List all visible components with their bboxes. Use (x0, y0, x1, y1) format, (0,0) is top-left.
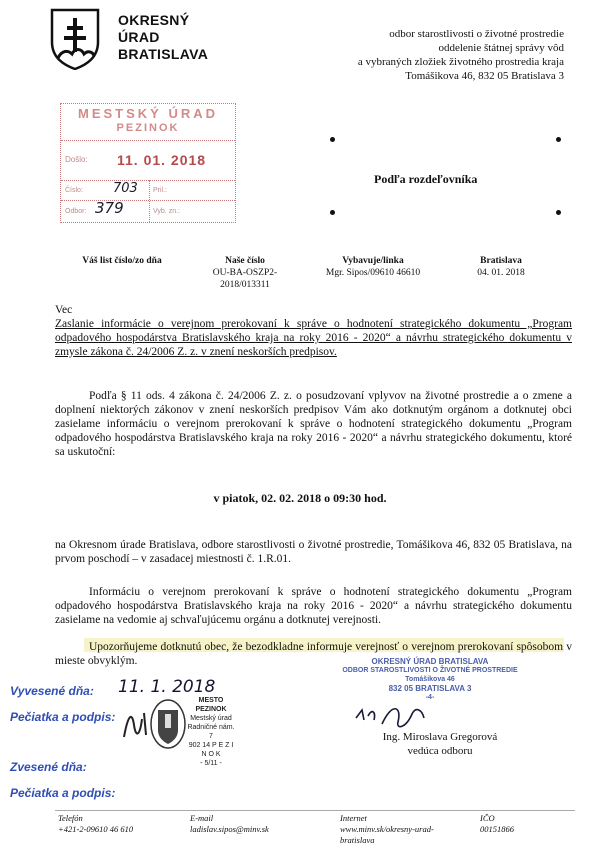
paragraph-1: Podľa § 11 ods. 4 zákona č. 24/2006 Z. z. o posudzovaní vplyvov na životné prostredie a o zmene a doplnení niektorých zákonov v znení neskorších predpisov Vám ako dotknutým orgánom a dotknutej obci zasielame informáciu o verejnom prerokovaní k správe o hodnotení strategického dokumentu „Program odpadového hospodárstva Bratislavského kraja na roky 2016 - 2020“ a návrhu strategického dokumentu, ktoré sa uskutoční: (55, 390, 572, 458)
ref-value: 2018/013311 (220, 280, 270, 290)
stamp-signature-label: Pečiatka a podpis: (10, 710, 116, 724)
ref-head: Vybavuje/linka (342, 256, 404, 266)
footer-value: www.minv.sk/okresny-urad-bratislava (340, 824, 434, 845)
department-address (358, 27, 564, 83)
ref-value: 04. 01. 2018 (477, 268, 525, 278)
stamp-handled-label: Vyb. zn.: (153, 208, 180, 215)
ref-handled-by (318, 255, 428, 279)
round-stamp-line: Mestský úrad (190, 715, 232, 722)
stamp-number-row (61, 180, 235, 201)
footer-value: ladislav.sipos@minv.sk (190, 824, 269, 834)
coat-of-arms-icon (50, 8, 100, 70)
paragraph-2: na Okresnom úrade Bratislava, odbore starostlivosti o životné prostredie, Tomášikova 46, 832 05 Bratislava, na prvom poschodí – v zasadacej miestnosti č. 1.R.01. (55, 539, 572, 565)
signature-block (370, 730, 510, 758)
round-stamp-line: MESTO PEZINOK (195, 697, 227, 713)
signatory-name: Ing. Miroslava Gregorová (382, 731, 498, 743)
office-stamp (340, 657, 520, 702)
window-mark (330, 137, 335, 142)
footer-value: 00151866 (480, 824, 514, 834)
subject-label: Vec (55, 304, 73, 316)
round-stamp-line: Radničné nám. 7 (187, 724, 235, 740)
office-stamp-line: ODBOR STAROSTLIVOSTI O ŽIVOTNÉ PROSTREDIE (342, 667, 518, 674)
stamp-title: MESTSKÝ ÚRAD (77, 106, 218, 121)
ref-our-number (200, 255, 290, 291)
round-stamp-line: - 5/11 - (200, 760, 222, 767)
stamp-number-label: Číslo: (65, 187, 83, 194)
office-stamp-line: -4- (425, 694, 435, 701)
footer-rule (55, 810, 575, 811)
signatory-role: vedúca odboru (407, 745, 473, 757)
department-line: odbor starostlivosti o životné prostredie (389, 28, 564, 40)
office-stamp-line: 832 05 BRATISLAVA 3 (388, 684, 472, 693)
department-line: a vybraných zložiek životného prostredia kraja (357, 56, 564, 68)
window-mark (330, 210, 335, 215)
posted-date-label: Vyvesené dňa: (10, 684, 94, 698)
footer-label: E-mail (190, 813, 214, 823)
ref-head: Bratislava (480, 256, 522, 266)
stamp-dept-value: 379 (95, 199, 124, 217)
ref-your-letter (72, 255, 172, 267)
office-name-line: OKRESNÝ (118, 12, 190, 28)
stamp-city: PEZINOK (116, 122, 180, 134)
footer-email (190, 813, 330, 835)
town-round-stamp (148, 696, 236, 767)
stamp-attachment-label: Pril.: (153, 187, 167, 194)
office-name-line: ÚRAD (118, 29, 160, 45)
registry-stamp (60, 103, 236, 223)
removed-date-label: Zvesené dňa: (10, 760, 87, 774)
stamp-date-value: 11. 01. 2018 (117, 152, 207, 168)
ref-head: Naše číslo (225, 256, 265, 266)
footer-label: Internet (340, 813, 367, 823)
office-stamp-line: Tomášikova 46 (405, 676, 455, 683)
round-stamp-line: 902 14 P E Z I N O K (188, 742, 234, 758)
stamp-dept-label: Odbor: (65, 208, 87, 215)
footer-value: +421-2-09610 46 610 (58, 824, 134, 834)
footer-label: IČO (480, 813, 495, 823)
stamp-dept-row (61, 200, 235, 222)
ref-value: Mgr. Sipos/09610 46610 (325, 268, 421, 278)
footer-company-id (480, 813, 560, 835)
footer-phone (58, 813, 188, 835)
department-line: oddelenie štátnej správy vôd (438, 42, 564, 54)
office-name (118, 12, 208, 63)
window-mark (556, 210, 561, 215)
meeting-datetime: v piatok, 02. 02. 2018 o 09:30 hod. (213, 491, 387, 505)
ref-date (466, 255, 536, 279)
office-stamp-line: OKRESNÝ ÚRAD BRATISLAVA (371, 657, 489, 666)
stamp-number-value: 703 (113, 181, 138, 196)
ref-value: OU-BA-OSZP2- (212, 268, 278, 278)
stamp-signature-label-2: Pečiatka a podpis: (10, 786, 116, 800)
office-name-line: BRATISLAVA (118, 46, 209, 62)
subject-text: Zaslanie informácie o verejnom prerokovaní k správe o hodnotení strategického dokumentu „Program odpadového hospodárstva Bratislavského kraja na roky 2016 - 2020“ a návrhu strategického dokumentu v zmysle zákona č. 24/2006 Z. z. v znení neskorších predpisov. (55, 318, 572, 358)
footer-web (340, 813, 452, 846)
director-signature-icon (352, 698, 442, 732)
recipient: Podľa rozdeľovníka (374, 172, 478, 186)
paragraph-4: Upozorňujeme dotknutú obec, že bezodkladne informuje verejnosť o verejnom prerokovaní spôsobom v mieste obvyklým. (55, 641, 572, 667)
paragraph-3: Informáciu o verejnom prerokovaní k správe o hodnotení strategického dokumentu „Program odpadového hospodárstva Bratislavského kraja na roky 2016 - 2020“ a návrhu strategického dokumentu zasielame na vedomie aj schvaľujúcemu orgánu a dotknutej verejnosti. (55, 586, 572, 626)
window-mark (556, 137, 561, 142)
ref-head: Váš list číslo/zo dňa (82, 256, 162, 266)
stamp-divider (149, 180, 150, 222)
stamp-date-label: Došlo: (65, 155, 88, 164)
department-line: Tomášikova 46, 832 05 Bratislava 3 (405, 70, 564, 82)
posted-date-value: 11. 1. 2018 (118, 677, 216, 697)
footer-label: Telefón (58, 813, 83, 823)
